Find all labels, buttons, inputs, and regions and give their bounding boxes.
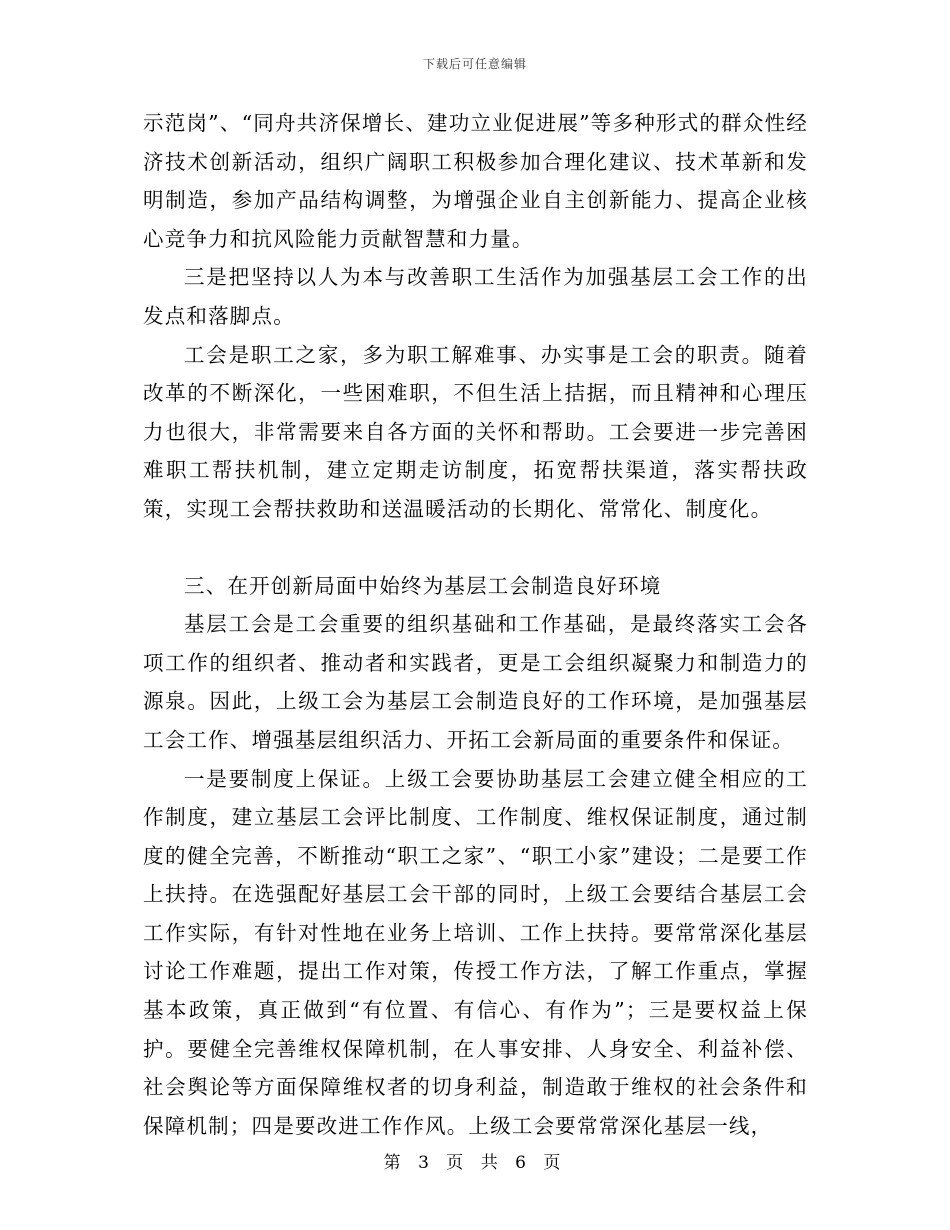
paragraph-union-duty: 工会是职工之家，多为职工解难事、办实事是工会的职责。随着改革的不断深化，一些困难职，不但生活上拮据，而且精神和心理压力也很大，非常需要来自各方面的关怀和帮助。工会要进一步完善困难职工帮扶机制，建立定期走访制度，拓宽帮扶渠道，落实帮扶政策，实现工会帮扶救助和送温暖活动的长期化、常常化、制度化。 [143,342,808,521]
paragraph-point-three: 三是把坚持以人为本与改善职工生活作为加强基层工会工作的出发点和落脚点。 [143,265,808,328]
paragraph-continued: 示范岗”、“同舟共济保增长、建功立业促进展”等多种形式的群众性经济技术创新活动，组织广阔职工积极参加合理化建议、技术革新和发明制造，参加产品结构调整，为增强企业自主创新能力、提高企业核心竞争力和抗风险能力贡献智慧和力量。 [143,111,808,251]
page-number: 第 3 页 共 6 页 [383,1153,567,1173]
paragraph-grassroots-foundation: 基层工会是工会重要的组织基础和工作基础，是最终落实工会各项工作的组织者、推动者和实践者，更是工会组织凝聚力和制造力的源泉。因此，上级工会为基层工会制造良好的工作环境，是加强基层工会工作、增强基层组织活力、开拓工会新局面的重要条件和保证。 [143,612,808,752]
paragraph-measures: 一是要制度上保证。上级工会要协助基层工会建立健全相应的工作制度，建立基层工会评比制度、工作制度、维权保证制度，通过制度的健全完善，不断推动“职工之家”、“职工小家”建设；二是要工作上扶持。在选强配好基层工会干部的同时，上级工会要结合基层工会工作实际，有针对性地在业务上培训、工作上扶持。要常常深化基层讨论工作难题，提出工作对策，传授工作方法，了解工作重点，掌握基本政策，真正做到“有位置、有信心、有作为”；三是要权益上保护。要健全完善维权保障机制，在人事安排、人身安全、利益补偿、社会舆论等方面保障维权者的切身利益，制造敢于维权的社会条件和保障机制；四是要改进工作作风。上级工会要常常深化基层一线， [143,766,808,1138]
section-spacer [143,529,808,567]
section-heading: 三、在开创新局面中始终为基层工会制造良好环境 [184,573,662,598]
document-body [143,104,808,1145]
page-header-note: 下载后可任意编辑 [422,57,527,71]
